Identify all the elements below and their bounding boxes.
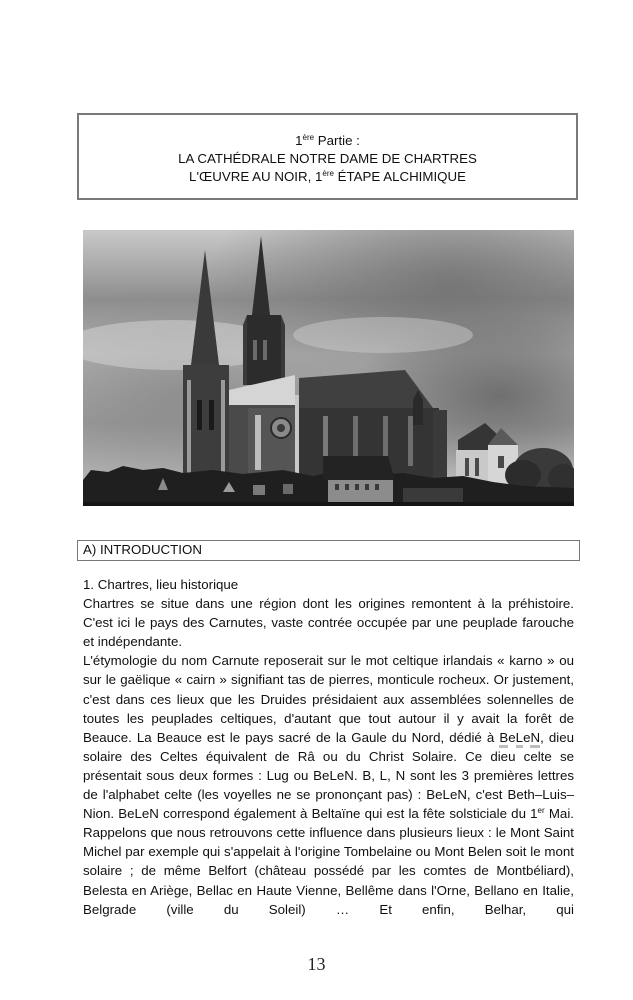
subsection-heading: 1. Chartres, lieu historique bbox=[83, 577, 239, 592]
title-line-2-sup: ère bbox=[322, 169, 334, 178]
part-ordinal-sup: ère bbox=[302, 133, 315, 142]
title-line-2 bbox=[79, 168, 576, 186]
belen-letter-l: L bbox=[516, 730, 523, 748]
part-number: 1 bbox=[295, 133, 303, 148]
cathedral-photo-illustration bbox=[83, 230, 574, 506]
part-title-box bbox=[77, 113, 578, 200]
body-text bbox=[83, 575, 574, 919]
paragraph-2-part-c: Mai. Rappelons que nous retrouvons cette influence dans plusieurs lieux : le Mont Saint Michel par exemple qui s'appelait à l'origine Tombelaine ou Mont Belen soit le mont solaire ; de même Belfort (château possédé par les comtes de Montbéliard), Belesta en Ariège, Bellac en Haute Vienne, Bellême dans l'Orne, Bellano en Italie, Belgrade (ville du Soleil) … Et enfin, Belhar, qui bbox=[83, 806, 574, 917]
part-heading bbox=[79, 132, 576, 150]
section-title: A) INTRODUCTION bbox=[83, 542, 202, 557]
paragraph-1: Chartres se situe dans une région dont les origines remontent à la préhistoire. C'est ici le pays des Carnutes, vaste contrée occupée par une peuplade farouche et indépendante. bbox=[83, 596, 574, 650]
title-line-2-prefix: L'ŒUVRE AU NOIR, 1 bbox=[189, 169, 323, 184]
paragraph-2-part-a: L'étymologie du nom Carnute reposerait sur le mot celtique irlandais « karno » ou sur le gaëlique « cairn » signifiant tas de pierres, monticule rocheux. Or justement, c'est dans ces lieux que les Druides présidaient aux assemblées solennelles de toutes les peuplades celtiques, d'autant que tout autour il y avait la forêt de Beauce. La Beauce est le pays sacré de la Gaule du Nord, dédié à bbox=[83, 653, 574, 745]
part-label: Partie : bbox=[314, 133, 360, 148]
title-line-2-suffix: ÉTAPE ALCHIMIQUE bbox=[333, 169, 466, 184]
paragraph-2 bbox=[83, 651, 574, 918]
title-line-1: LA CATHÉDRALE NOTRE DAME DE CHARTRES bbox=[178, 151, 477, 166]
section-heading-box bbox=[77, 540, 580, 561]
belen-letter-b: B bbox=[499, 730, 508, 748]
belen-letter-e1: e bbox=[508, 729, 516, 745]
belen-letter-e2: e bbox=[523, 729, 531, 745]
belen-letter-n: N bbox=[530, 730, 540, 748]
cathedral-photo bbox=[83, 230, 574, 506]
ordinal-sup: er bbox=[537, 806, 545, 816]
paragraph-2-part-b: , dieu solaire des Celtes équivalent de Râ ou du Christ Solaire. Ce dieu celte se présentait sous deux formes : Lug ou BeLeN. B, L, N sont les 3 premières lettres de l'alphabet celte (les voyelles ne se prononçant pas) : BeLeN, c'est Beth–Luis–Nion. BeLeN correspond également à Beltaïne qui est la fête solsticiale du 1 bbox=[83, 729, 574, 822]
page-number: 13 bbox=[307, 954, 326, 974]
